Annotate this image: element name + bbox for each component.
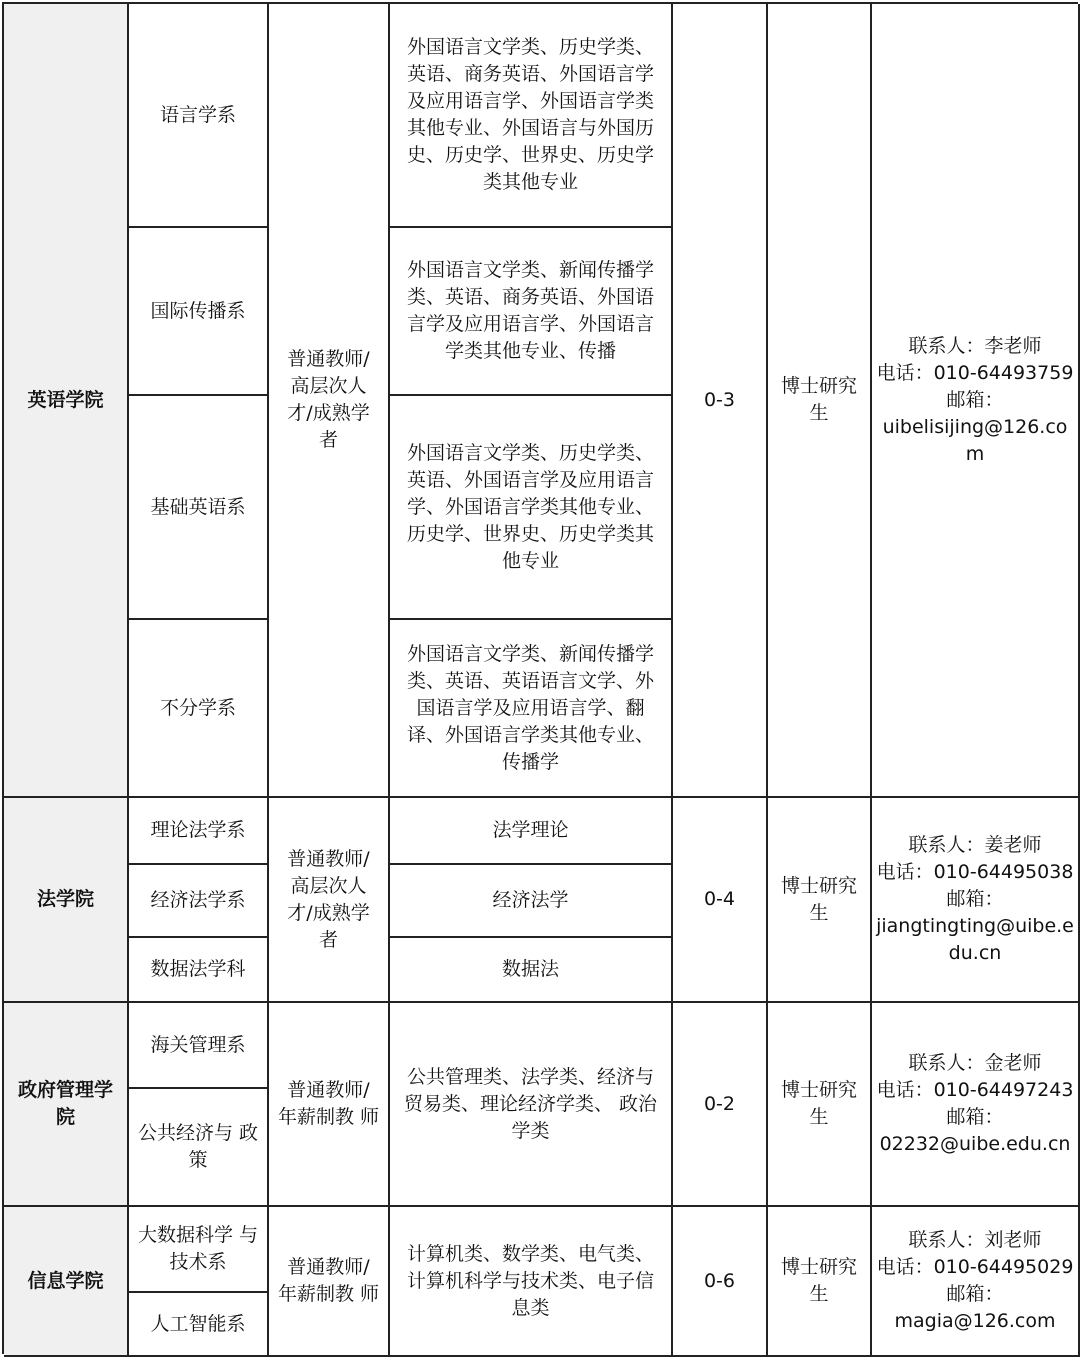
contact-phone: 电话：010-64493759 [876,361,1074,384]
contact-person: 联系人：姜老师 [908,834,1042,856]
college-cell: 英语学院 [4,4,129,798]
contact-email[interactable]: magia@126.com [894,1310,1056,1332]
college-cell: 法学院 [4,798,129,1003]
major-cell: 经济法学 [390,865,673,938]
count-cell: 0-6 [673,1207,768,1357]
contact-person: 联系人：李老师 [908,334,1042,357]
dept-cell: 公共经济与 政策 [129,1089,269,1207]
dept-cell: 大数据科学 与技术系 [129,1207,269,1293]
contact-email-label: 邮箱： [946,888,1004,910]
count-cell: 0-2 [673,1003,768,1207]
dept-cell: 国际传播系 [129,228,269,396]
dept-cell: 理论法学系 [129,798,269,865]
degree-cell: 博士研究生 [768,4,872,798]
contact-email[interactable]: 02232@uibe.edu.cn [879,1133,1071,1155]
degree-cell: 博士研究生 [768,798,872,1003]
contact-phone: 电话：010-64495038 [876,861,1074,883]
major-cell: 外国语言文学类、历史学类、英语、商务英语、外国语言学及应用语言学、外国语言学类其他专业、外国语言与外国历史、历史学、世界史、历史学类其他专业 [390,4,673,228]
dept-cell: 经济法学系 [129,865,269,938]
dept-cell: 基础英语系 [129,396,269,620]
position-cell: 普通教师/ 高层次人 才/成熟学 者 [269,4,390,798]
dept-cell: 海关管理系 [129,1003,269,1089]
position-cell: 普通教师/ 年薪制教 师 [269,1207,390,1357]
major-cell: 公共管理类、法学类、经济与贸易类、理论经济学类、 政治学类 [390,1003,673,1207]
count-cell: 0-4 [673,798,768,1003]
college-cell: 信息学院 [4,1207,129,1357]
position-cell: 普通教师/ 高层次人 才/成熟学 者 [269,798,390,1003]
recruitment-table [2,2,1078,1354]
contact-cell [872,798,1080,1003]
contact-email-label: 邮箱： [946,1106,1004,1128]
contact-cell [872,1207,1080,1357]
count-cell: 0-3 [673,4,768,798]
contact-email[interactable]: jiangtingting@uibe.edu.cn [876,915,1074,964]
degree-cell: 博士研究生 [768,1207,872,1357]
contact-person: 联系人：金老师 [908,1052,1042,1074]
college-cell: 政府管理学院 [4,1003,129,1207]
degree-cell: 博士研究生 [768,1003,872,1207]
major-cell: 外国语言文学类、新闻传播学类、英语、商务英语、外国语言学及应用语言学、外国语言学类其他专业、传播 [390,228,673,396]
dept-cell: 不分学系 [129,620,269,798]
contact-cell [872,1003,1080,1207]
dept-cell: 语言学系 [129,4,269,228]
major-cell: 法学理论 [390,798,673,865]
dept-cell: 人工智能系 [129,1293,269,1357]
contact-email-label: 邮箱： [946,388,1004,411]
major-cell: 外国语言文学类、新闻传播学类、英语、英语语言文学、外国语言学及应用语言学、翻译、外国语言学类其他专业、传播学 [390,620,673,798]
contact-phone: 电话：010-64495029 [876,1256,1074,1278]
contact-person: 联系人：刘老师 [908,1229,1042,1251]
contact-email-label: 邮箱： [946,1283,1004,1305]
position-cell: 普通教师/ 年薪制教 师 [269,1003,390,1207]
dept-cell: 数据法学科 [129,938,269,1003]
contact-phone: 电话：010-64497243 [876,1079,1074,1101]
major-cell: 外国语言文学类、历史学类、英语、外国语言学及应用语言学、外国语言学类其他专业、历史学、世界史、历史学类其他专业 [390,396,673,620]
major-cell: 数据法 [390,938,673,1003]
contact-email[interactable]: uibelisijing@126.com [882,415,1068,465]
major-cell: 计算机类、数学类、电气类、计算机科学与技术类、电子信息类 [390,1207,673,1357]
contact-cell [872,4,1080,798]
